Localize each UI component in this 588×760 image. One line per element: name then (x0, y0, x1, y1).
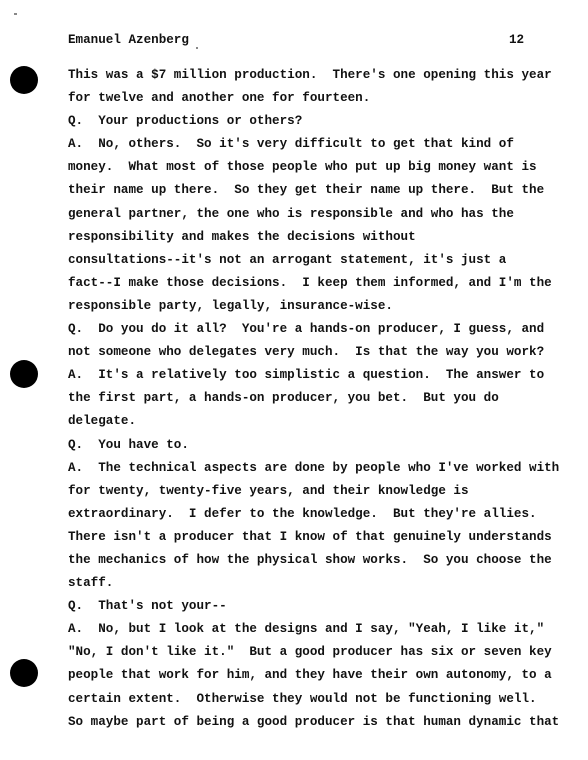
transcript-line: A. No, others. So it's very difficult to get that kind of (68, 137, 514, 152)
transcript-body (68, 64, 560, 734)
transcript-line: So maybe part of being a good producer is that human dynamic that (68, 714, 560, 729)
scan-speck (196, 47, 198, 49)
scan-speck (14, 13, 17, 15)
binder-hole-bottom (10, 659, 38, 687)
transcript-line: consultations--it's not an arrogant statement, it's just a (68, 252, 507, 267)
transcript-line: extraordinary. I defer to the knowledge. But they're allies. (68, 506, 537, 521)
transcript-line: This was a $7 million production. There's one opening this year (68, 68, 552, 82)
transcript-line: staff. (68, 576, 114, 591)
transcript-line: delegate. (68, 414, 137, 429)
transcript-line: general partner, the one who is responsible and who has the (68, 206, 514, 221)
transcript-line: people that work for him, and they have their own autonomy, to a (68, 668, 552, 683)
transcript-line: for twelve and another one for fourteen. (68, 91, 371, 106)
transcript-line: A. It's a relatively too simplistic a question. The answer to (68, 368, 545, 383)
binder-hole-middle (10, 360, 38, 388)
transcript-line: Q. You have to. (68, 437, 189, 452)
transcript-line: the first part, a hands-on producer, you bet. But you do (68, 391, 499, 406)
transcript-line: their name up there. So they get their name up there. But the (68, 183, 545, 198)
transcript-line: Q. Your productions or others? (68, 114, 303, 129)
transcript-line: A. The technical aspects are done by people who I've worked with (68, 460, 560, 475)
transcript-line: responsibility and makes the decisions without (68, 229, 416, 244)
transcript-line: Q. Do you do it all? You're a hands-on producer, I guess, and (68, 322, 545, 337)
transcript-line: "No, I don't like it." But a good producer has six or seven key (68, 645, 552, 660)
transcript-line: money. What most of those people who put up big money want is (68, 160, 537, 175)
binder-hole-top (10, 66, 38, 94)
header-interviewee-name: Emanuel Azenberg (68, 33, 189, 47)
transcript-line: the mechanics of how the physical show works. So you choose the (68, 552, 552, 567)
transcript-line: A. No, but I look at the designs and I say, "Yeah, I like it," (68, 622, 545, 637)
header-page-number: 12 (509, 33, 525, 47)
transcript-line: Q. That's not your-- (68, 599, 227, 614)
transcript-line: for twenty, twenty-five years, and their knowledge is (68, 483, 469, 498)
transcript-line: not someone who delegates very much. Is that the way you work? (68, 345, 545, 360)
transcript-line: There isn't a producer that I know of that genuinely understands (68, 529, 552, 544)
transcript-line: fact--I make those decisions. I keep them informed, and I'm the (68, 275, 552, 290)
transcript-line: certain extent. Otherwise they would not be functioning well. (68, 691, 537, 706)
transcript-line: responsible party, legally, insurance-wise. (68, 298, 393, 313)
